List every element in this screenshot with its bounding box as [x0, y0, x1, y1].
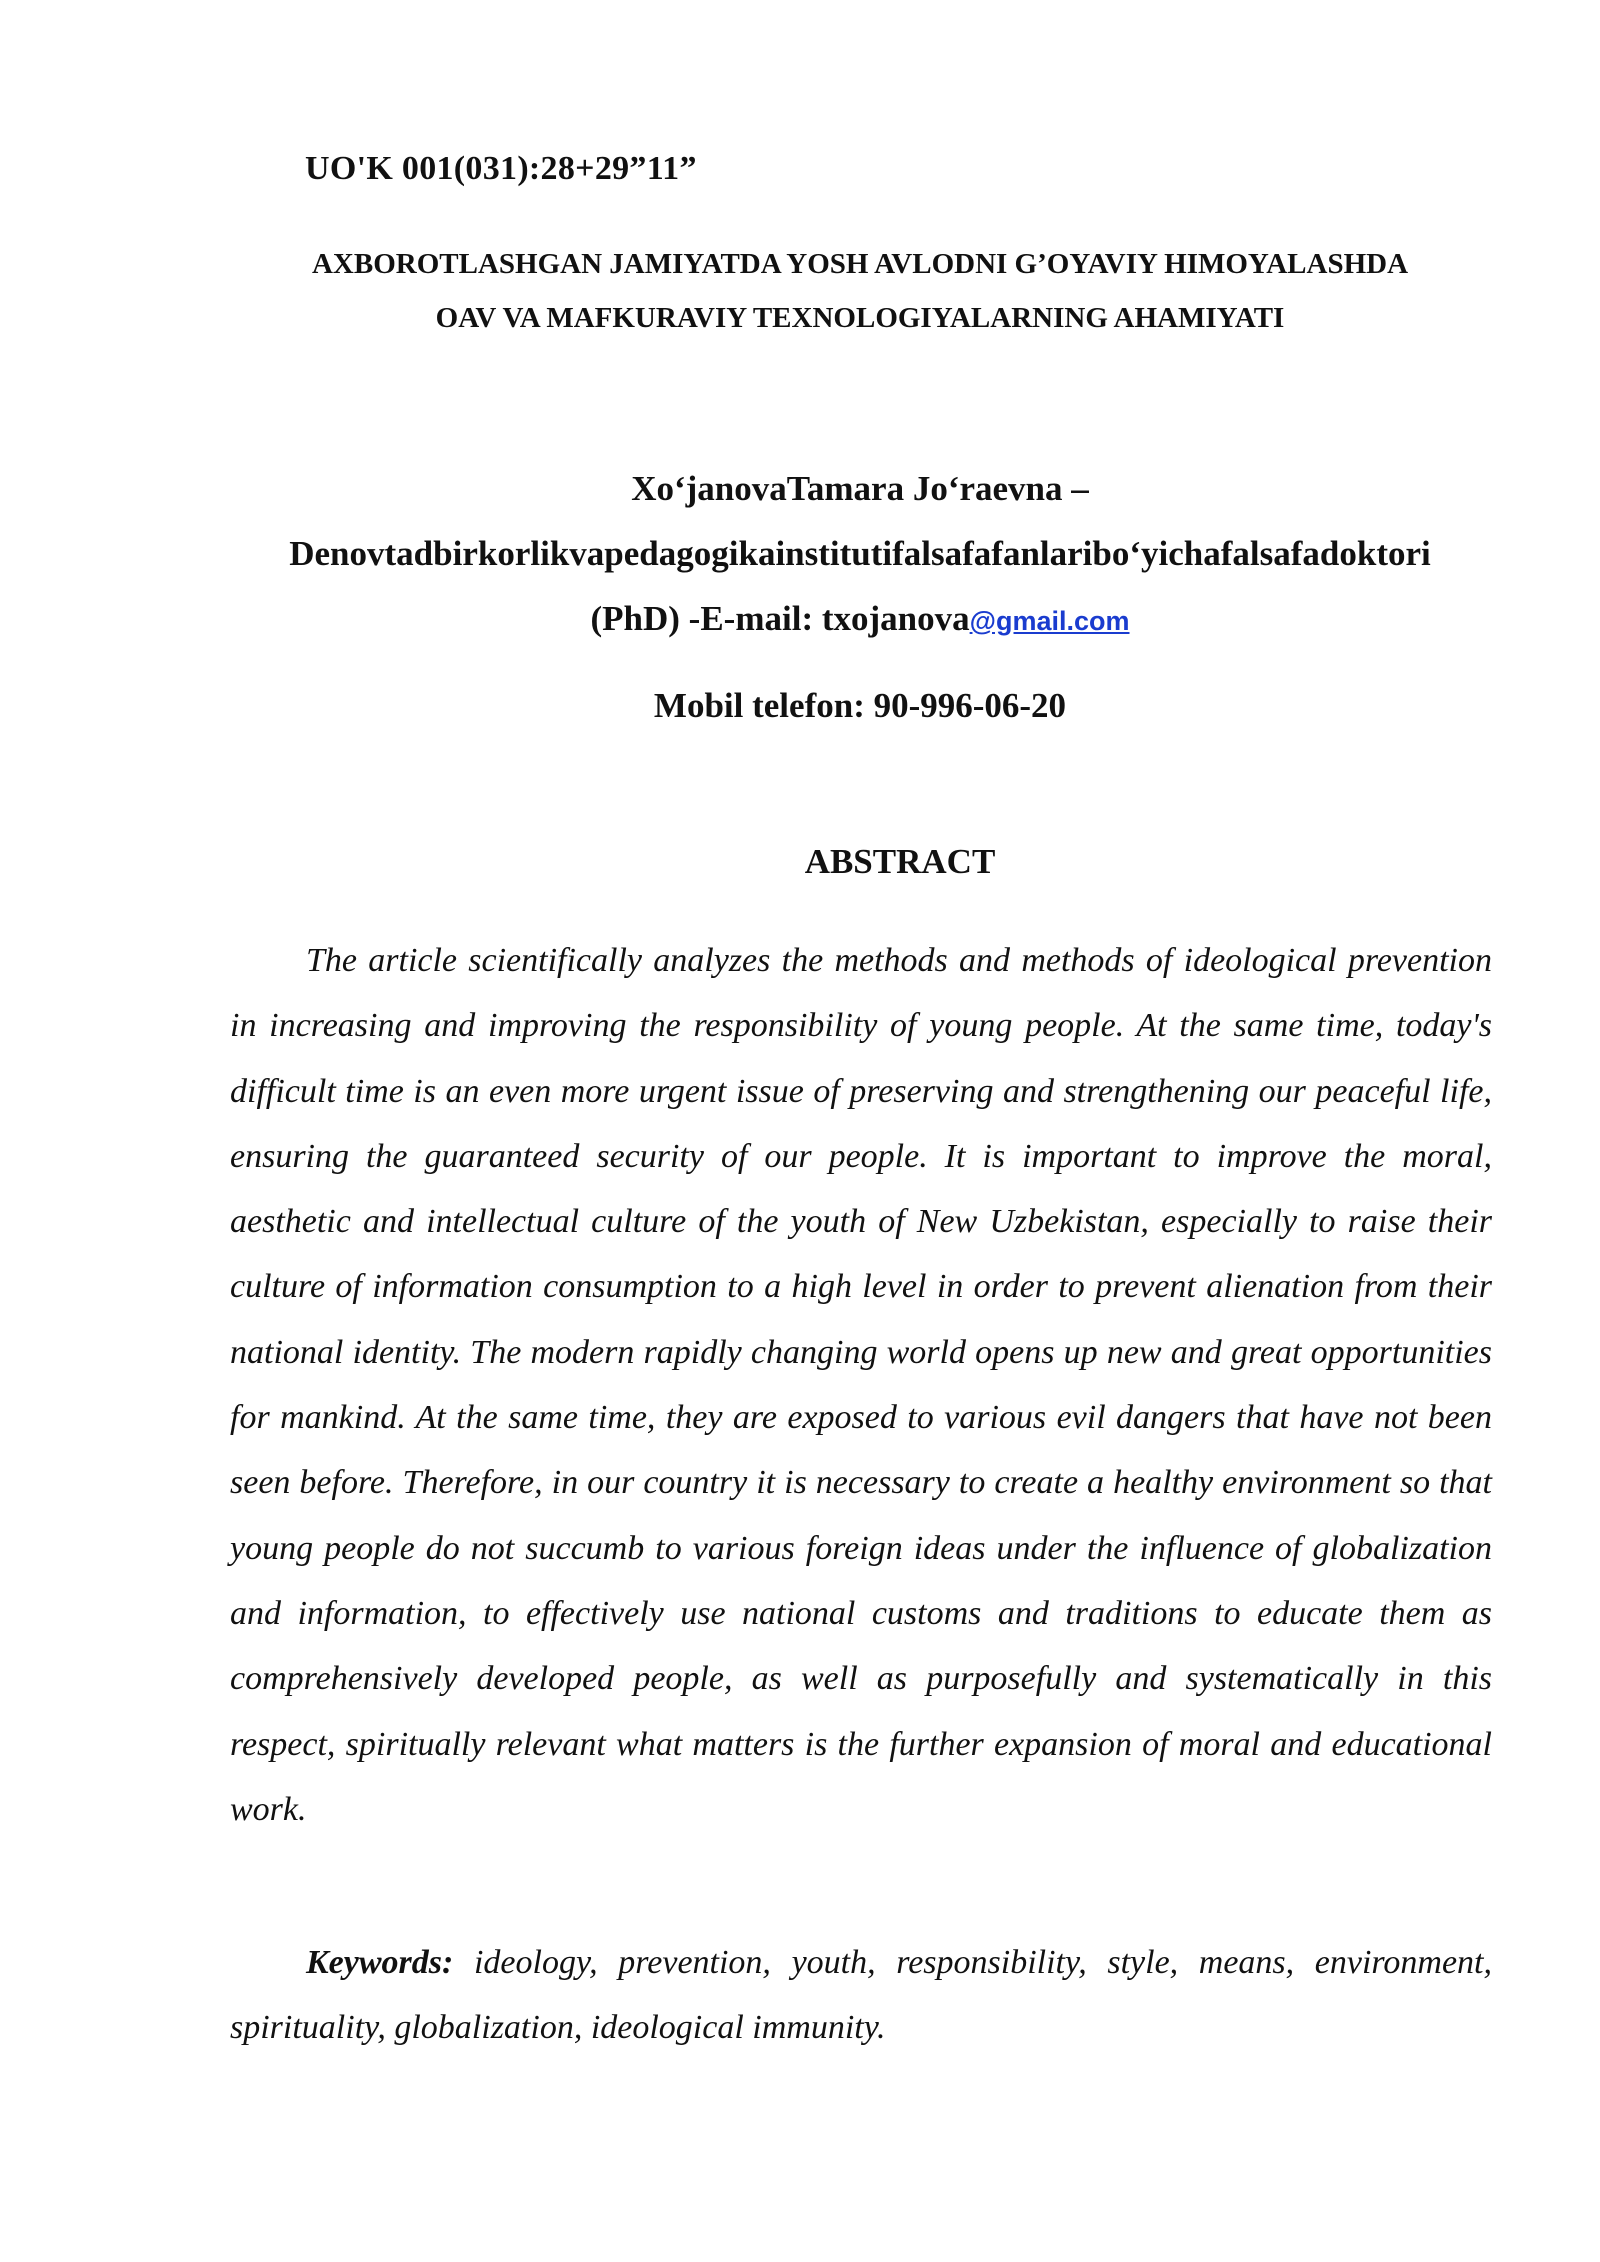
email-prefix: (PhD) -E-mail: txojanova [590, 599, 970, 638]
keywords-list: ideology, prevention, youth, responsibility, style, means, environment, spirituality, globalization, ideological immunity. [230, 1944, 1492, 2047]
title-line-1: AXBOROTLASHGAN JAMIYATDA YOSH AVLODNI G’OYAVIY HIMOYALASHDA [311, 248, 1409, 280]
author-name: Xo‘janovaTamara Jo‘raevna – [631, 469, 1089, 508]
abstract-heading: ABSTRACT [804, 842, 996, 881]
keywords-label: Keywords: [306, 1944, 454, 1981]
author-phone: Mobil telefon: 90-996-06-20 [653, 686, 1067, 725]
udk-code: UO'K 001(031):28+29”11” [305, 150, 697, 187]
author-affiliation: Denovtadbirkorlikvapedagogikainstitutifalsafafanlaribo‘yichafalsafadoktori [289, 534, 1431, 573]
article-title [225, 237, 1495, 345]
title-line-2: OAV VA MAFKURAVIY TEXNOLOGIYALARNING AHAMIYATI [435, 302, 1285, 334]
keywords-paragraph [230, 1930, 1492, 2061]
author-degree-email [200, 586, 1520, 654]
abstract-paragraph: The article scientifically analyzes the methods and methods of ideological prevention in increasing and improving the responsibility of young people. At the same time, today's difficult time is an even more urgent issue of preserving and strengthening our peaceful life, ensuring the guaranteed security of our people. It is important to improve the moral, aesthetic and intellectual culture of the youth of New Uzbekistan, especially to raise their culture of information consumption to a high level in order to prevent alienation from their national identity. The modern rapidly changing world opens up new and great opportunities for mankind. At the same time, they are exposed to various evil dangers that have not been seen before. Therefore, in our country it is necessary to create a healthy environment so that young people do not succumb to various foreign ideas under the influence of globalization and information, to effectively use national customs and traditions to educate them as comprehensively developed people, as well as purposefully and systematically in this respect, spiritually relevant what matters is the further expansion of moral and educational work. [230, 942, 1492, 1828]
email-link[interactable]: @gmail.com [969, 606, 1130, 636]
author-block [200, 456, 1520, 654]
